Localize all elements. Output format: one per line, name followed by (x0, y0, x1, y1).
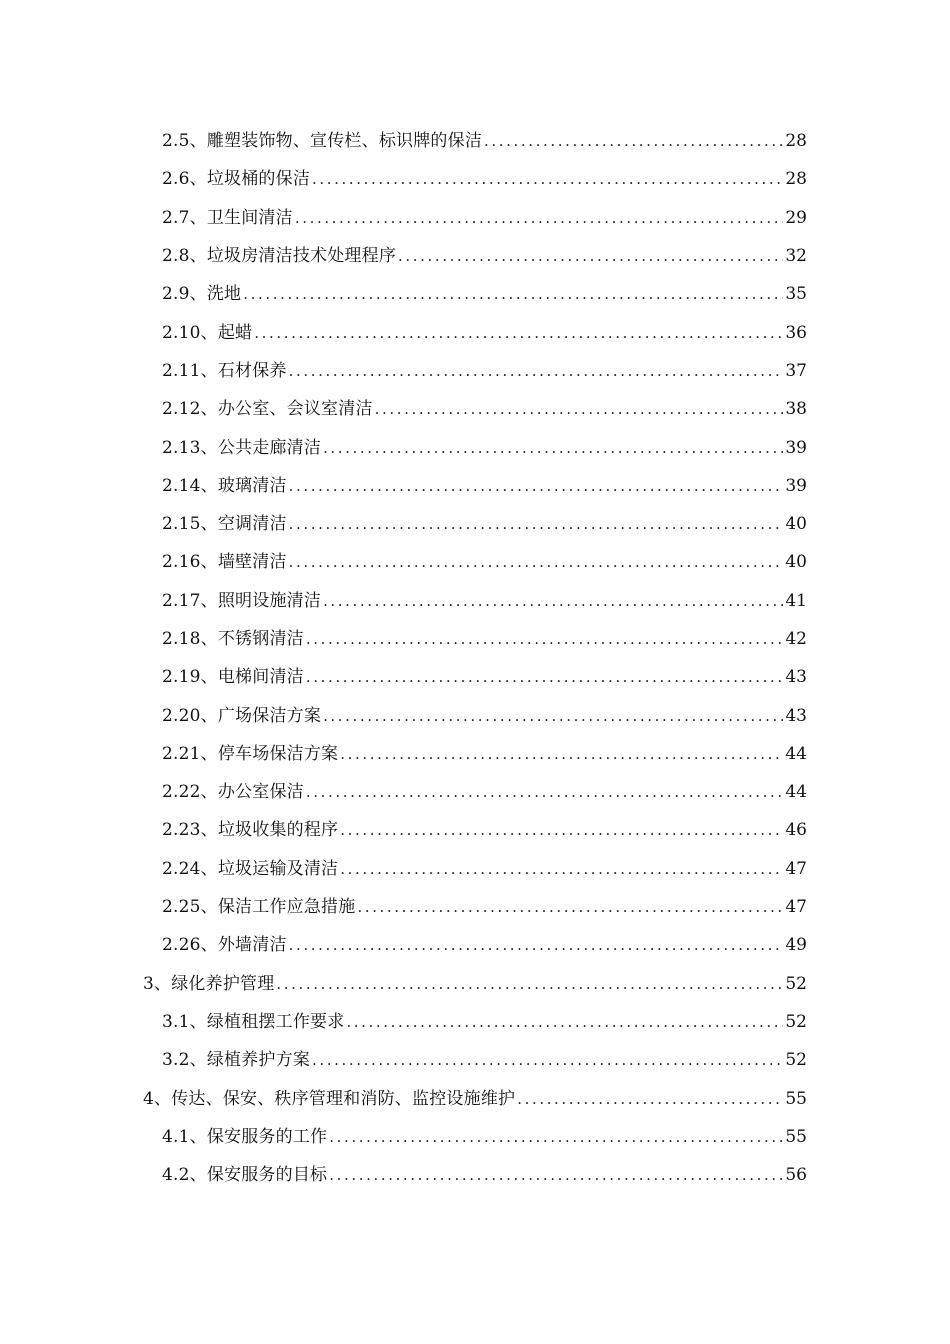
toc-entry[interactable] (0, 1118, 950, 1156)
toc-page-number: 37 (785, 360, 807, 381)
toc-page-number: 52 (785, 1050, 807, 1071)
toc-dot-leader (398, 246, 783, 266)
toc-page-number: 28 (785, 169, 807, 190)
toc-dot-leader (295, 208, 783, 228)
toc-entry[interactable] (0, 122, 950, 160)
toc-page-number: 55 (785, 1126, 807, 1147)
toc-dot-leader (340, 744, 783, 764)
toc-dot-leader (289, 552, 783, 572)
toc-page-number: 47 (785, 858, 807, 879)
toc-entry-title: 2.12、办公室、会议室清洁 (162, 399, 373, 420)
toc-entry[interactable] (0, 850, 950, 888)
toc-entry-title: 2.24、垃圾运输及清洁 (162, 858, 339, 879)
toc-entry-title: 2.21、停车场保洁方案 (162, 743, 339, 764)
toc-entry[interactable] (0, 1156, 950, 1194)
toc-dot-leader (289, 361, 783, 381)
toc-page-number: 40 (785, 552, 807, 573)
toc-entry[interactable] (0, 543, 950, 581)
toc-dot-leader (243, 284, 783, 304)
toc-entry[interactable] (0, 390, 950, 428)
toc-page-number: 49 (785, 935, 807, 956)
toc-dot-leader (289, 476, 783, 496)
toc-page-number: 38 (785, 399, 807, 420)
toc-page-number: 41 (785, 590, 807, 611)
toc-dot-leader (375, 399, 783, 419)
toc-entry[interactable] (0, 505, 950, 543)
toc-entry-title: 2.5、雕塑装饰物、宣传栏、标识牌的保洁 (162, 131, 483, 152)
toc-entry[interactable] (0, 237, 950, 275)
toc-dot-leader (312, 169, 783, 189)
toc-page-number: 29 (785, 207, 807, 228)
toc-entry-title: 2.10、起蜡 (162, 322, 253, 343)
toc-entry[interactable] (0, 696, 950, 734)
toc-page-number: 36 (785, 322, 807, 343)
toc-entry[interactable] (0, 1041, 950, 1079)
toc-entry-title: 2.16、墙壁清洁 (162, 552, 287, 573)
toc-entry-title: 2.6、垃圾桶的保洁 (162, 169, 311, 190)
toc-entry-title: 3.2、绿植养护方案 (162, 1050, 311, 1071)
toc-entry-title: 2.18、不锈钢清洁 (162, 629, 304, 649)
toc-entry[interactable] (0, 1079, 950, 1117)
toc-entry[interactable] (0, 428, 950, 466)
toc-dot-leader (484, 131, 783, 151)
toc-dot-leader (323, 706, 783, 726)
toc-entry-title: 2.19、电梯间清洁 (162, 667, 304, 688)
toc-dot-leader (340, 820, 783, 840)
toc-entry-title: 2.23、垃圾收集的程序 (162, 820, 339, 841)
toc-page-number: 47 (785, 897, 807, 918)
toc-dot-leader (323, 591, 783, 611)
toc-page-number: 56 (785, 1165, 807, 1186)
toc-page-number: 28 (785, 131, 807, 152)
toc-entry-title: 2.25、保洁工作应急措施 (162, 897, 356, 918)
toc-page-number: 35 (785, 284, 807, 305)
toc-page-number: 52 (785, 1011, 807, 1032)
toc-page-number: 44 (785, 782, 807, 803)
toc-page-number: 39 (785, 475, 807, 496)
toc-entry[interactable] (0, 275, 950, 313)
toc-dot-leader (329, 1165, 783, 1185)
toc-entry-title: 2.9、洗地 (162, 284, 242, 305)
toc-dot-leader (340, 859, 783, 879)
toc-page-number: 39 (785, 437, 807, 458)
toc-entry-title: 2.11、石材保养 (162, 360, 287, 381)
toc-entry-title: 2.20、广场保洁方案 (162, 705, 322, 726)
toc-dot-leader (289, 514, 783, 534)
toc-entry[interactable] (0, 965, 950, 1003)
toc-entry-title: 4、传达、保安、秩序管理和消防、监控设施维护 (143, 1088, 516, 1109)
toc-dot-leader (312, 1050, 783, 1070)
toc-entry[interactable] (0, 352, 950, 390)
toc-dot-leader (306, 629, 783, 649)
toc-entry-title: 2.7、卫生间清洁 (162, 207, 293, 228)
toc-entry-title: 4.2、保安服务的目标 (162, 1165, 328, 1186)
toc-entry[interactable] (0, 467, 950, 505)
toc-page-number: 44 (785, 743, 807, 764)
toc-dot-leader (306, 667, 783, 687)
toc-entry[interactable] (0, 160, 950, 198)
toc-dot-leader (329, 1127, 783, 1147)
toc-dot-leader (306, 782, 783, 802)
toc-entry-title: 4.1、保安服务的工作 (162, 1126, 328, 1147)
toc-dot-leader (289, 935, 783, 955)
toc-entry[interactable] (0, 811, 950, 849)
toc-page-number: 42 (785, 629, 807, 649)
toc-entry[interactable] (0, 735, 950, 773)
toc-entry[interactable] (0, 620, 950, 658)
toc-entry[interactable] (0, 582, 950, 620)
toc-entry[interactable] (0, 199, 950, 237)
toc-page-number: 52 (785, 973, 807, 994)
toc-entry[interactable] (0, 926, 950, 964)
toc-page-number: 43 (785, 705, 807, 726)
toc-page-number: 55 (785, 1088, 807, 1109)
toc-entry-title: 2.8、垃圾房清洁技术处理程序 (162, 246, 397, 267)
toc-page-number: 46 (785, 820, 807, 841)
toc-page-number: 32 (785, 246, 807, 267)
toc-dot-leader (323, 438, 783, 458)
toc-entry-title: 2.17、照明设施清洁 (162, 590, 322, 611)
toc-entry-title: 2.13、公共走廊清洁 (162, 437, 322, 458)
toc-entry[interactable] (0, 313, 950, 351)
toc-dot-leader (346, 1012, 783, 1032)
toc-entry-title: 3、绿化养护管理 (143, 973, 275, 994)
toc-page-number: 40 (785, 514, 807, 535)
toc-entry[interactable] (0, 1003, 950, 1041)
toc-entry[interactable] (0, 888, 950, 926)
toc-entry-title: 2.22、办公室保洁 (162, 782, 304, 803)
toc-dot-leader (517, 1089, 783, 1109)
toc-entry[interactable] (0, 773, 950, 811)
toc-entry-title: 2.26、外墙清洁 (162, 935, 287, 956)
toc-page-number: 43 (785, 667, 807, 688)
toc-entry-title: 3.1、绿植租摆工作要求 (162, 1011, 345, 1032)
toc-dot-leader (254, 323, 783, 343)
table-of-contents (0, 122, 950, 1194)
toc-entry-title: 2.14、玻璃清洁 (162, 475, 287, 496)
toc-dot-leader (276, 974, 783, 994)
toc-dot-leader (357, 897, 783, 917)
toc-entry[interactable] (0, 658, 950, 696)
toc-entry-title: 2.15、空调清洁 (162, 514, 287, 535)
